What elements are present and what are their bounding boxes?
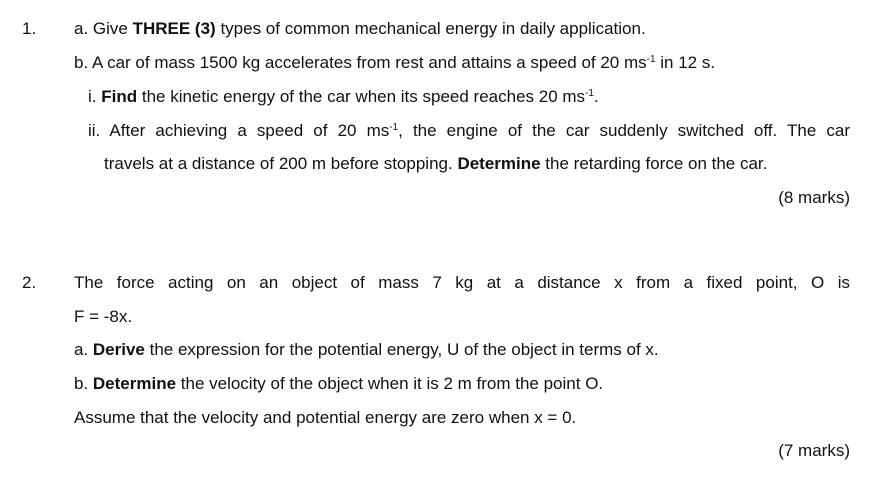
q2-intro-line1: The force acting on an object of mass 7 kg at a distance x from a fixed point, O is [74,273,850,292]
q2-part-b: b. Determine the velocity of the object when it is 2 m from the point O. [74,374,604,393]
q2-assumption: Assume that the velocity and potential energy are zero when x = 0. [74,408,577,427]
question-1-number: 1. [22,19,37,38]
q1-marks: (8 marks) [778,188,850,207]
q1-part-a: a. Give THREE (3) types of common mechanical energy in daily application. [74,19,646,38]
question-2-number: 2. [22,273,37,292]
q1-part-b-ii-line2: travels at a distance of 200 m before stopping. Determine the retarding force on the car. [104,154,768,173]
q2-intro-line2: F = -8x. [74,307,133,326]
q1-part-b: b. A car of mass 1500 kg accelerates from rest and attains a speed of 20 $ms^{-1}$ in 12 s. [74,53,716,72]
q1-part-b-ii-line1: ii. After achieving a speed of 20 $ms^{-1}$, the engine of the car suddenly switched off. The car [88,121,850,140]
q1-part-b-i: i. Find the kinetic energy of the car when its speed reaches 20 $ms^{-1}$. [88,87,599,106]
q2-marks: (7 marks) [778,441,850,460]
q2-part-a: a. Derive the expression for the potential energy, U of the object in terms of x. [74,340,659,359]
